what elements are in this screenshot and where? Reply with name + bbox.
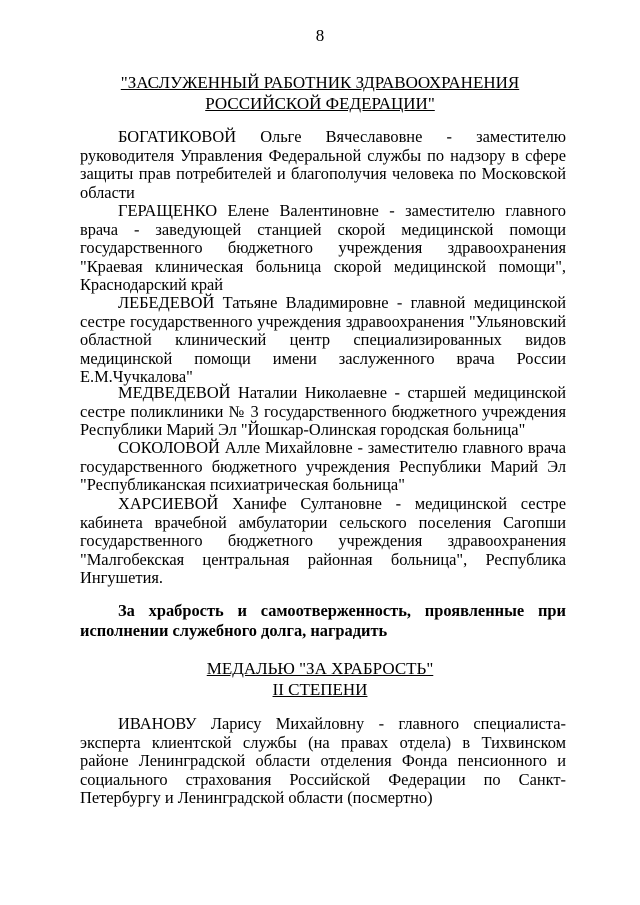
section-title-bravery-medal — [0, 658, 640, 700]
award-entry-ivanova: ИВАНОВУ Ларису Михайловну - главного специалиста-эксперта клиентской службы (на правах отдела) в Тихвинском районе Ленинградской области отделения Фонда пенсионного и социального страхования Российской Федерации по Санкт-Петербургу и Ленинградской области (посмертно) — [80, 714, 566, 807]
section-title-line-2: РОССИЙСКОЙ ФЕДЕРАЦИИ" — [205, 94, 435, 113]
award-entry-medvedeva: МЕДВЕДЕВОЙ Наталии Николаевне - старшей медицинской сестре поликлиники № 3 государственного бюджетного учреждения Республики Марий Эл "Йошкар-Олинская городская больница" — [80, 383, 566, 439]
award-entry-kharsieva: ХАРСИЕВОЙ Ханифе Султановне - медицинской сестре кабинета врачебной амбулатории сельского поселения Сагопши государственного бюджетного учреждения здравоохранения "Малгобекская центральная районная больница", Республика Ингушетия. — [80, 494, 566, 587]
award-entry-sokolova: СОКОЛОВОЙ Алле Михайловне - заместителю главного врача государственного бюджетного учреждения Республики Марий Эл "Республиканская психиатрическая больница" — [80, 438, 566, 494]
award-entry-bogatikova: БОГАТИКОВОЙ Ольге Вячеславовне - заместителю руководителя Управления Федеральной службы по надзору в сфере защиты прав потребителей и благополучия человека по Московской области — [80, 127, 566, 202]
section-title-line-1: МЕДАЛЬЮ "ЗА ХРАБРОСТЬ" — [206, 659, 434, 678]
bravery-award-statement: За храбрость и самоотверженность, проявленные при исполнении служебного долга, наградить — [80, 601, 566, 640]
page-number: 8 — [315, 26, 325, 45]
section-title-honored-health-worker — [0, 72, 640, 114]
award-entry-gerashchenko: ГЕРАЩЕНКО Елене Валентиновне - заместителю главного врача - заведующей станцией скорой медицинской помощи государственного бюджетного учреждения здравоохранения "Краевая клиническая больница скорой медицинской помощи", Краснодарский край — [80, 201, 566, 294]
section-title-line-2: II СТЕПЕНИ — [272, 680, 368, 699]
section-title-line-1: "ЗАСЛУЖЕННЫЙ РАБОТНИК ЗДРАВООХРАНЕНИЯ — [120, 73, 520, 92]
award-entry-lebedeva: ЛЕБЕДЕВОЙ Татьяне Владимировне - главной медицинской сестре государственного учреждения здравоохранения "Ульяновский областной клинический центр специализированных видов медицинской помощи имени заслуженного врача России Е.М.Чучкалова" — [80, 293, 566, 386]
